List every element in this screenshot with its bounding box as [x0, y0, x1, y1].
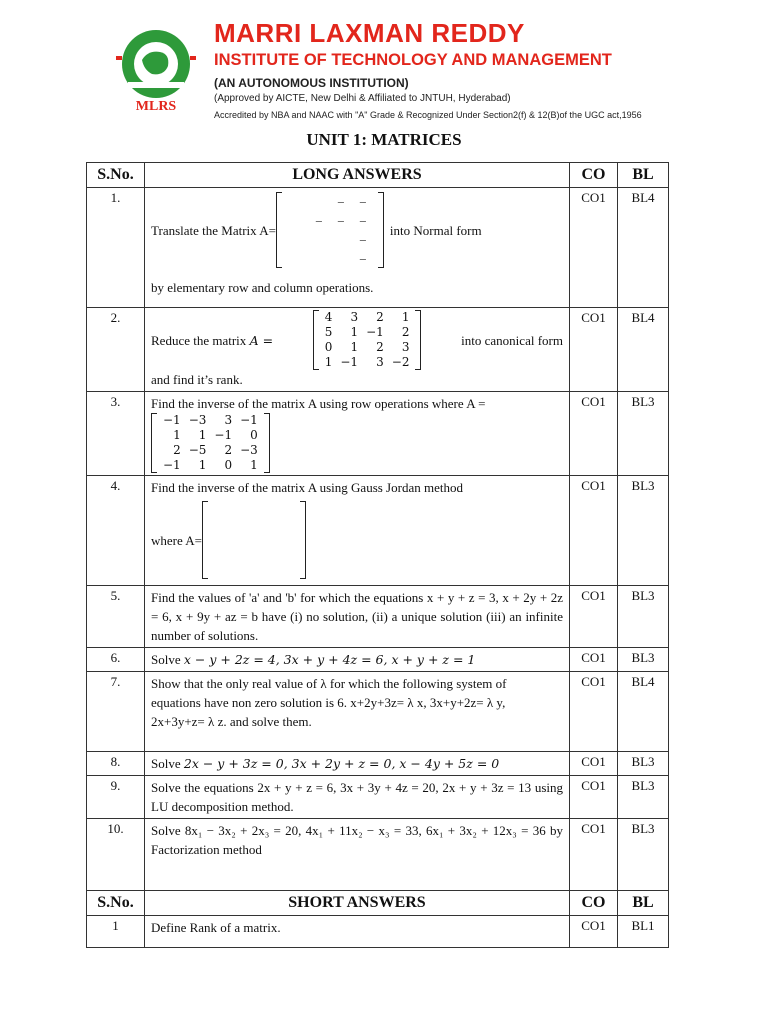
question-number: 7. [87, 672, 145, 752]
co-cell: CO1 [570, 188, 618, 308]
question-number: 9. [87, 776, 145, 819]
matrix-entry: −1 [366, 325, 384, 339]
bl-cell: BL3 [618, 819, 669, 891]
short-answers-header-row [87, 891, 669, 916]
question-tail: by elementary row and column operations. [151, 280, 374, 295]
matrix-entry: 2 [224, 443, 233, 457]
co-cell: CO1 [570, 776, 618, 819]
matrix-entry: −5 [188, 443, 207, 457]
matrix-entry: −1 [163, 413, 181, 427]
autonomous-line: (AN AUTONOMOUS INSTITUTION) [214, 76, 409, 90]
matrix-entry: 0 [224, 458, 233, 472]
bl-cell: BL3 [618, 776, 669, 819]
bl-cell: BL3 [618, 752, 669, 776]
matrix-entry: 3 [350, 310, 359, 324]
table-row [87, 648, 669, 672]
question-number: 6. [87, 648, 145, 672]
col-bl: BL [618, 891, 669, 916]
equation: 2x − y + 3z = 0, 3x + 2y + z = 0, x − 4y + 5z = 0 [183, 756, 500, 771]
bl-cell: BL4 [618, 308, 669, 392]
matrix-entry: 4 [324, 310, 333, 324]
matrix-entry: 1 [250, 458, 258, 472]
question-number: 8. [87, 752, 145, 776]
approval-line: (Approved by AICTE, New Delhi & Affiliated to JNTUH, Hyderabad) [214, 93, 511, 104]
bl-cell: BL3 [618, 648, 669, 672]
blank-matrix: – – – – – – – [276, 192, 384, 268]
question-line: 2x+3y+z= λ z. and solve them. [151, 714, 312, 729]
matrix [151, 413, 270, 473]
question-line: Find the inverse of the matrix A using row operations where A = [151, 396, 486, 411]
page-header [0, 0, 768, 130]
institution-name: MARRI LAXMAN REDDY [214, 18, 525, 48]
question-text [145, 752, 570, 776]
math-variable: A = [249, 332, 274, 348]
bl-cell: BL3 [618, 476, 669, 586]
matrix-entry: 3 [376, 355, 384, 369]
question-post: into Normal form [389, 222, 482, 238]
col-long-answers: LONG ANSWERS [145, 163, 570, 188]
matrix-entry: 1 [324, 355, 333, 369]
table-row [87, 476, 669, 586]
matrix-entry: 1 [173, 428, 181, 442]
matrix-entry: −1 [240, 413, 258, 427]
question-text [145, 392, 570, 476]
matrix-entry: 3 [401, 340, 410, 354]
matrix-entry: 1 [198, 458, 207, 472]
col-sno: S.No. [87, 163, 145, 188]
table-row [87, 819, 669, 891]
question-text [145, 476, 570, 586]
co-cell: CO1 [570, 392, 618, 476]
bl-cell: BL3 [618, 586, 669, 648]
matrix-entry: −1 [163, 458, 181, 472]
matrix-entry: −2 [391, 355, 410, 369]
equation: x − y + 2z = 4, 3x + y + 4z = 6, x + y + z = 1 [183, 652, 476, 667]
question-number: 4. [87, 476, 145, 586]
matrix-entry: 1 [198, 428, 207, 442]
question-number: 5. [87, 586, 145, 648]
matrix-entry: 1 [350, 340, 359, 354]
co-cell: CO1 [570, 586, 618, 648]
matrix-entry: −1 [340, 355, 359, 369]
blank-matrix [202, 501, 306, 579]
co-cell: CO1 [570, 752, 618, 776]
matrix-grid [313, 310, 422, 370]
question-number: 1. [87, 188, 145, 308]
question-post: into canonical form [461, 332, 563, 348]
matrix-entry: 5 [324, 325, 333, 339]
bl-cell: BL1 [618, 916, 669, 948]
question-pre: Translate the Matrix A= [151, 222, 276, 238]
matrix-entry: 1 [350, 325, 359, 339]
matrix [313, 310, 422, 370]
bl-cell: BL3 [618, 392, 669, 476]
question-pre: where A= [151, 532, 203, 548]
table-row [87, 392, 669, 476]
question-line: Find the inverse of the matrix A using Gauss Jordan method [151, 480, 463, 495]
co-cell: CO1 [570, 916, 618, 948]
co-cell: CO1 [570, 308, 618, 392]
question-pre: Solve [151, 652, 181, 667]
question-number: 10. [87, 819, 145, 891]
co-cell: CO1 [570, 648, 618, 672]
col-co: CO [570, 163, 618, 188]
question-text [145, 648, 570, 672]
matrix-entry: 1 [401, 310, 410, 324]
matrix-entry: 0 [324, 340, 333, 354]
institution-subtitle: INSTITUTE OF TECHNOLOGY AND MANAGEMENT [214, 51, 612, 69]
matrix-entry: −1 [214, 428, 233, 442]
accreditation-line: Accredited by NBA and NAAC with "A" Grade & Recognized Under Section2(f) & 12(B)of the UGC act,1956 [214, 110, 642, 120]
co-cell: CO1 [570, 819, 618, 891]
question-text: Define Rank of a matrix. [145, 916, 570, 948]
matrix-entry: 2 [173, 443, 181, 457]
matrix-entry: 3 [224, 413, 233, 427]
matrix-grid [151, 413, 270, 473]
table-row [87, 586, 669, 648]
matrix-entry: 2 [376, 340, 384, 354]
matrix-entry: 2 [401, 325, 410, 339]
table-row [87, 752, 669, 776]
question-text [145, 188, 570, 308]
table-row [87, 188, 669, 308]
question-number: 1 [87, 916, 145, 948]
question-line: equations have non zero solution is 6. x+2y+3z= λ x, 3x+y+2z= λ y, [151, 695, 506, 710]
question-text: Solve the equations 2x + y + z = 6, 3x + 3y + 4z = 20, 2x + y + 3z = 13 using LU decomposition method. [145, 776, 570, 819]
question-text [145, 672, 570, 752]
question-pre: Reduce the matrix [151, 332, 247, 348]
unit-title: UNIT 1: MATRICES [306, 130, 462, 149]
table-row [87, 308, 669, 392]
long-answers-header-row [87, 163, 669, 188]
question-text [145, 308, 570, 392]
bl-cell: BL4 [618, 672, 669, 752]
question-text: Find the values of 'a' and 'b' for which the equations x + y + z = 3, x + 2y + 2z = 6, x + 9y + az = b have (i) no solution, (ii) a unique solution (iii) an infinite number of solutions. [145, 586, 570, 648]
matrix-entry: 0 [250, 428, 258, 442]
col-short-answers: SHORT ANSWERS [145, 891, 570, 916]
col-co: CO [570, 891, 618, 916]
bl-cell: BL4 [618, 188, 669, 308]
question-tail: and find it’s rank. [151, 372, 243, 387]
matrix-entry: −3 [240, 443, 258, 457]
matrix-entry: 2 [376, 310, 384, 324]
table-row [87, 776, 669, 819]
col-bl: BL [618, 163, 669, 188]
question-pre: Solve [151, 756, 181, 771]
table-row [87, 672, 669, 752]
table-row [87, 916, 669, 948]
question-line: Show that the only real value of λ for which the following system of [151, 676, 507, 691]
question-text: Solve 8x₁ − 3x₂ + 2x₃ = 20, 4x₁ + 11x₂ − x₃ = 33, 6x₁ + 3x₂ + 12x₃ = 36 by Factorization method [145, 819, 570, 891]
question-number: 3. [87, 392, 145, 476]
co-cell: CO1 [570, 672, 618, 752]
institution-logo [108, 20, 204, 116]
question-number: 2. [87, 308, 145, 392]
col-sno: S.No. [87, 891, 145, 916]
logo-text: MLRS [135, 99, 177, 114]
matrix-entry: −3 [188, 413, 207, 427]
question-table [86, 162, 669, 948]
co-cell: CO1 [570, 476, 618, 586]
